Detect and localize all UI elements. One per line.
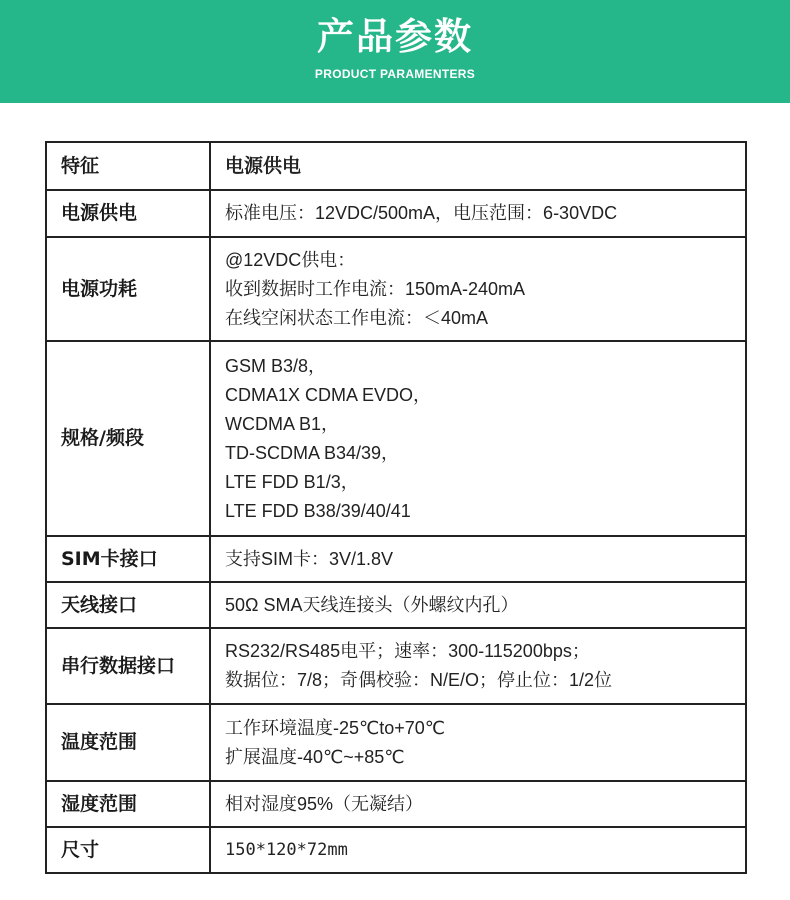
- value-line: 在线空闲状态工作电流：＜40mA: [225, 307, 489, 328]
- row-value: [210, 341, 746, 536]
- row-value: [210, 536, 746, 582]
- table-row: [46, 536, 746, 582]
- row-key: 温度范围: [46, 704, 210, 781]
- value-line: 150*120*72mm: [225, 839, 348, 860]
- header-banner: [0, 0, 790, 103]
- value-line: 50Ω SMA天线连接头（外螺纹内孔）: [225, 594, 519, 615]
- value-line: TD-SCDMA B34/39，: [225, 442, 400, 463]
- row-value: [210, 190, 746, 237]
- page-subtitle: PRODUCT PARAMENTERS: [314, 67, 476, 81]
- row-key: SIM卡接口: [46, 536, 210, 582]
- table-header-row: [46, 142, 746, 190]
- value-line: 扩展温度-40℃~+85℃: [225, 746, 405, 767]
- row-key: 电源功耗: [46, 237, 210, 341]
- row-value: [210, 628, 746, 704]
- header-value: 电源供电: [210, 142, 746, 190]
- row-value: [210, 827, 746, 873]
- value-line: LTE FDD B1/3，: [225, 471, 359, 492]
- row-key: 规格/频段: [46, 341, 210, 536]
- value-line: WCDMA B1，: [225, 413, 340, 434]
- row-key: 串行数据接口: [46, 628, 210, 704]
- table-row: [46, 704, 746, 781]
- value-line: 收到数据时工作电流：150mA-240mA: [225, 278, 526, 299]
- table-row: [46, 341, 746, 536]
- table-row: [46, 582, 746, 628]
- page-title: 产品参数: [317, 15, 473, 58]
- value-line: 相对湿度95%（无凝结）: [225, 793, 424, 814]
- row-value: [210, 582, 746, 628]
- value-line: @12VDC供电：: [225, 249, 356, 270]
- table-row: [46, 190, 746, 237]
- spec-table: [45, 141, 747, 874]
- table-row: [46, 781, 746, 827]
- row-key: 尺寸: [46, 827, 210, 873]
- row-value: [210, 237, 746, 341]
- row-value: [210, 781, 746, 827]
- row-value: [210, 704, 746, 781]
- header-key: 特征: [46, 142, 210, 190]
- table-row: [46, 827, 746, 873]
- row-key: 电源供电: [46, 190, 210, 237]
- row-key: 天线接口: [46, 582, 210, 628]
- value-line: 工作环境温度-25℃to+70℃: [225, 717, 445, 738]
- value-line: 支持SIM卡：3V/1.8V: [225, 548, 394, 569]
- value-line: GSM B3/8，: [225, 355, 327, 376]
- value-line: LTE FDD B38/39/40/41: [225, 500, 411, 521]
- value-line: CDMA1X CDMA EVDO，: [225, 384, 432, 405]
- value-line: 数据位：7/8；奇偶校验：N/E/O；停止位：1/2位: [225, 670, 613, 690]
- value-line: RS232/RS485电平；速率：300-115200bps；: [225, 641, 590, 661]
- table-row: [46, 237, 746, 341]
- value-line: 标准电压：12VDC/500mA，电压范围：6-30VDC: [225, 203, 618, 223]
- table-row: [46, 628, 746, 704]
- row-key: 湿度范围: [46, 781, 210, 827]
